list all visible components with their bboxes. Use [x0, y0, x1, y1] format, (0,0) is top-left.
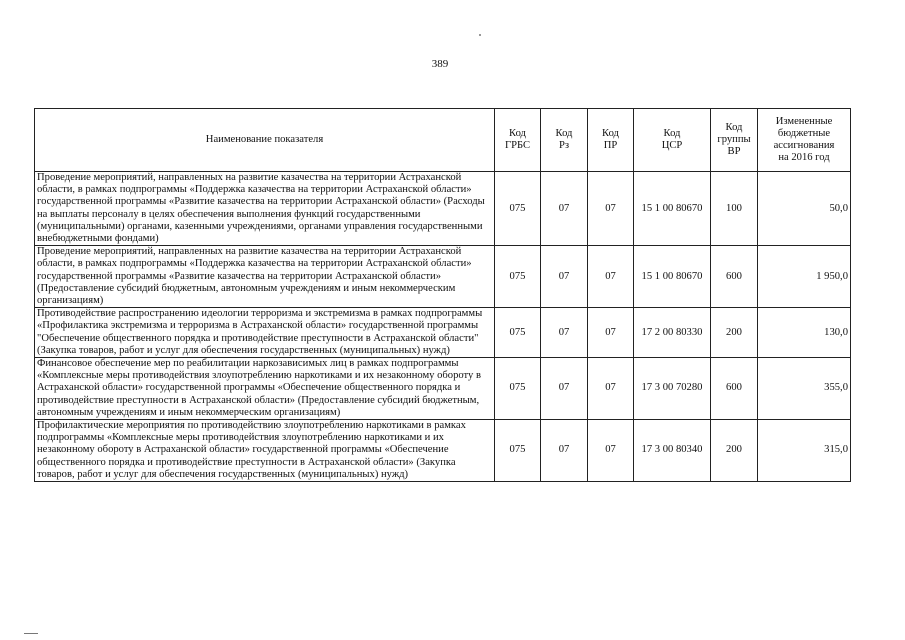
budget-table: [34, 108, 851, 482]
table-row: [35, 358, 851, 420]
row-csr-cell: 17 3 00 80340: [634, 420, 711, 482]
row-grbs-cell: 075: [495, 246, 541, 308]
row-vr-cell: 200: [711, 420, 758, 482]
row-pr-cell: 07: [588, 308, 634, 358]
header-name: Наименование показателя: [35, 109, 495, 172]
scan-speck: [479, 34, 481, 36]
row-vr-cell: 600: [711, 358, 758, 420]
row-grbs-cell: 075: [495, 358, 541, 420]
row-amount-cell: 1 950,0: [758, 246, 851, 308]
scan-line: [24, 633, 38, 634]
row-vr-cell: 600: [711, 246, 758, 308]
header-vr: Код группы ВР: [711, 109, 758, 172]
row-amount-cell: 315,0: [758, 420, 851, 482]
row-csr-cell: 15 1 00 80670: [634, 172, 711, 246]
row-pr-cell: 07: [588, 358, 634, 420]
page-number: 389: [431, 58, 449, 70]
header-pr: Код ПР: [588, 109, 634, 172]
row-name-cell: Финансовое обеспечение мер по реабилитации наркозависимых лиц в рамках подпрограммы «Комплексные меры противодействия злоупотреблению наркотиками и их незаконному обороту в Астраханской области» государственной программы «Обеспечение общественного порядка и противодействие преступности в Астраханской области» (Предоставление субсидий бюджетным, автономным учреждениям и иным некоммерческим организациям): [35, 358, 495, 420]
row-name-cell: Профилактические мероприятия по противодействию злоупотреблению наркотиками в рамках подпрограммы «Комплексные меры противодействия злоупотреблению наркотиками и их незаконному обороту в Астраханской области» государственной программы «Обеспечение общественного порядка и противодействие преступности в Астраханской области» (Закупка товаров, работ и услуг для обеспечения государственных (муниципальных) нужд): [35, 420, 495, 482]
row-amount-cell: 355,0: [758, 358, 851, 420]
row-amount-cell: 50,0: [758, 172, 851, 246]
row-rz-cell: 07: [541, 246, 588, 308]
row-vr-cell: 200: [711, 308, 758, 358]
row-pr-cell: 07: [588, 172, 634, 246]
row-csr-cell: 17 3 00 70280: [634, 358, 711, 420]
row-name-cell: Противодействие распространению идеологии терроризма и экстремизма в рамках подпрограммы «Профилактика экстремизма и терроризма в Астраханской области» государственной программы "Обеспечение общественного порядка и противодействие преступности в Астраханской области" (Закупка товаров, работ и услуг для обеспечения государственных (муниципальных) нужд): [35, 308, 495, 358]
row-rz-cell: 07: [541, 308, 588, 358]
row-rz-cell: 07: [541, 420, 588, 482]
row-vr-cell: 100: [711, 172, 758, 246]
row-rz-cell: 07: [541, 358, 588, 420]
header-rz: Код Рз: [541, 109, 588, 172]
row-pr-cell: 07: [588, 420, 634, 482]
header-amount: Измененные бюджетные ассигнования на 2016 год: [758, 109, 851, 172]
row-csr-cell: 17 2 00 80330: [634, 308, 711, 358]
table-row: [35, 172, 851, 246]
row-amount-cell: 130,0: [758, 308, 851, 358]
row-pr-cell: 07: [588, 246, 634, 308]
row-csr-cell: 15 1 00 80670: [634, 246, 711, 308]
table-row: [35, 420, 851, 482]
header-csr: Код ЦСР: [634, 109, 711, 172]
header-grbs: Код ГРБС: [495, 109, 541, 172]
row-name-cell: Проведение мероприятий, направленных на развитие казачества на территории Астраханской области, в рамках подпрограммы «Поддержка казачества на территории Астраханской области» государственной программы «Развитие казачества на территории Астраханской области» (Расходы на выплаты персоналу в целях обеспечения выполнения функций государственными (муниципальными) органами, казенными учреждениями, органами управления государственными внебюджетными фондами): [35, 172, 495, 246]
row-name-cell: Проведение мероприятий, направленных на развитие казачества на территории Астраханской области, в рамках подпрограммы «Поддержка казачества на территории Астраханской области» государственной программы «Развитие казачества на территории Астраханской области» (Предоставление субсидий бюджетным, автономным учреждениям и иным некоммерческим организациям): [35, 246, 495, 308]
row-rz-cell: 07: [541, 172, 588, 246]
row-grbs-cell: 075: [495, 172, 541, 246]
table-row: [35, 308, 851, 358]
table-row: [35, 246, 851, 308]
row-grbs-cell: 075: [495, 308, 541, 358]
table-header-row: [35, 109, 851, 172]
row-grbs-cell: 075: [495, 420, 541, 482]
